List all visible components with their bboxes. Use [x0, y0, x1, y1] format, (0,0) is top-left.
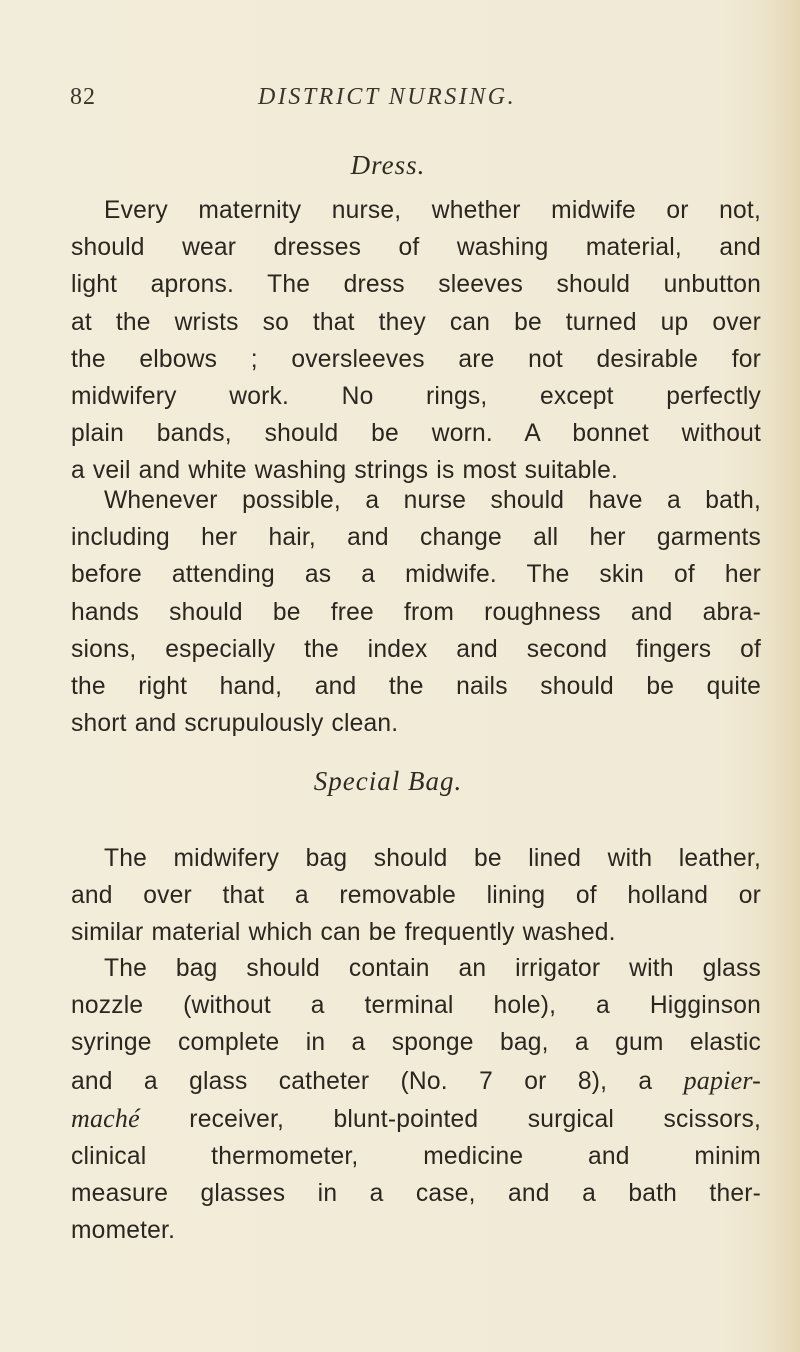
text-line: nozzle (without a terminal hole), a Higginson — [71, 992, 761, 1020]
paragraph-bag-2 — [71, 918, 761, 1250]
text-line: clinical thermometer, medicine and minim — [71, 1143, 761, 1171]
text-line — [71, 1100, 761, 1138]
page-number: 82 — [70, 84, 96, 110]
italic-term: maché — [71, 1103, 140, 1133]
text-run: receiver, blunt-pointed surgical scissors, — [139, 1105, 761, 1133]
text-line: light aprons. The dress sleeves should unbutton — [71, 271, 761, 299]
text-line: The midwifery bag should be lined with leather, — [104, 845, 761, 872]
text-line: Whenever possible, a nurse should have a bath, — [104, 487, 761, 514]
text-line: hands should be free from roughness and abra- — [71, 598, 761, 626]
text-line: a veil and white washing strings is most suitable. — [71, 457, 619, 485]
text-line: the right hand, and the nails should be quite — [71, 673, 761, 701]
italic-term: papier- — [683, 1065, 761, 1095]
section-heading-special-bag: Special Bag. — [313, 766, 463, 796]
text-line: measure glasses in a case, and a bath ther- — [71, 1180, 761, 1208]
running-title: DISTRICT NURSING. — [258, 84, 517, 110]
text-line: including her hair, and change all her garments — [71, 524, 761, 552]
text-line: midwifery work. No rings, except perfectly — [71, 383, 761, 411]
text-line: at the wrists so that they can be turned up over — [71, 308, 761, 336]
paragraph-dress-2 — [71, 450, 761, 742]
text-line: mometer. — [71, 1217, 176, 1245]
text-line: sions, especially the index and second fingers of — [71, 635, 761, 663]
text-line: the elbows ; oversleeves are not desirable for — [71, 345, 761, 373]
text-line: The bag should contain an irrigator with glass — [104, 955, 761, 982]
text-line: plain bands, should be worn. A bonnet without — [71, 420, 761, 448]
text-line: similar material which can be frequently washed. — [71, 919, 616, 947]
page-header — [70, 84, 760, 120]
text-line — [71, 1062, 761, 1100]
section-heading-dress: Dress. — [350, 150, 426, 180]
text-line: syringe complete in a sponge bag, a gum elastic — [71, 1029, 761, 1057]
text-line: before attending as a midwife. The skin of her — [71, 561, 761, 589]
text-line: Every maternity nurse, whether midwife or not, — [104, 197, 761, 224]
text-line: short and scrupulously clean. — [71, 710, 399, 738]
text-line: should wear dresses of washing material, and — [71, 234, 761, 262]
text-run: and a glass catheter (No. 7 or 8), a — [71, 1067, 684, 1095]
paragraph-dress-1 — [71, 160, 761, 490]
text-line: and over that a removable lining of holland or — [71, 882, 761, 910]
